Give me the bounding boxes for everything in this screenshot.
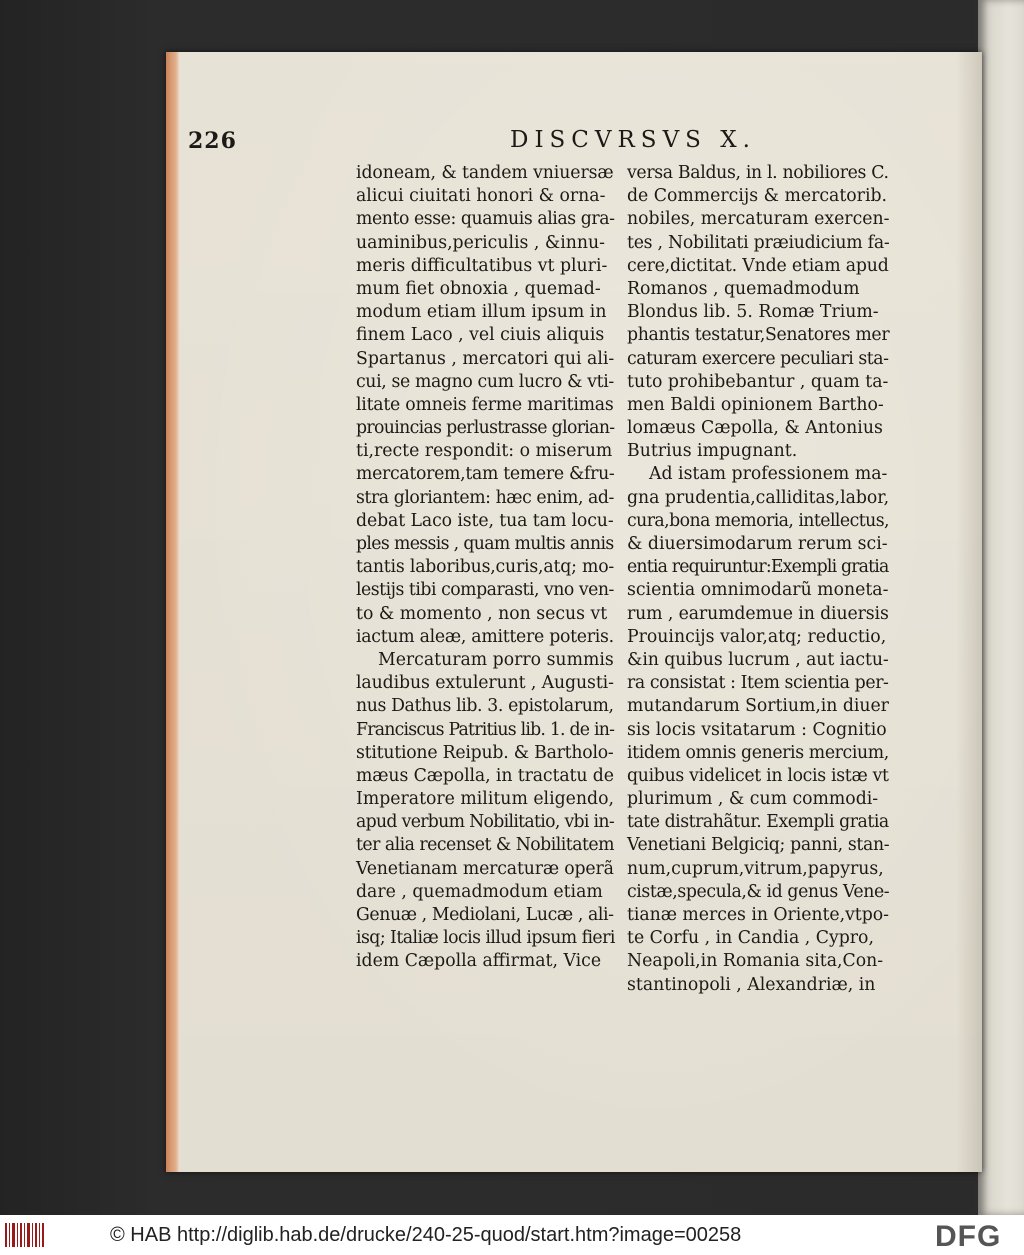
text-line: dare , quemadmodum etiam [356,881,603,902]
page-fore-edge [166,52,180,1172]
text-line: Venetiani Belgiciq; panni, stan- [627,835,890,856]
footer-bar [0,1215,1024,1255]
head-rule [180,158,920,159]
text-line: scientia omnimodarũ moneta- [627,580,889,601]
text-line: num,cuprum,vitrum,papyrus, [627,858,884,879]
text-line: de Commercijs & mercatorib. [627,186,888,207]
text-line: alicui ciuitati honori & orna- [356,186,606,207]
dfg-logo-text: DFG [935,1221,1002,1249]
text-line: Genuæ , Mediolani, Lucæ , ali- [356,905,614,925]
text-line: tianæ merces in Oriente,vtpo- [627,905,889,925]
text-line: Prouincijs valor,atq; reductio, [627,626,887,647]
text-line: finem Laco , vel ciuis aliquis [356,325,605,346]
text-line: cui, se magno cum lucro & vti- [356,371,614,392]
text-line: rum , earumdemue in diuersis [627,603,889,624]
text-line: men Baldi opinionem Bartho- [627,394,884,415]
text-column-right [627,162,889,997]
text-line: Blondus lib. 5. Romæ Trium- [627,302,879,323]
text-line: isq; Italiæ locis illud ipsum fieri [356,928,615,949]
text-line: meris difficultatibus vt pluri- [356,255,608,276]
text-line: gna prudentia,calliditas,labor, [627,487,890,508]
text-line: stantinopoli , Alexandriæ, in [627,974,876,995]
text-line: Venetianam mercaturæ operã [356,858,614,879]
text-line: idem Cæpolla affirmat, Vice [356,951,602,972]
text-line: tate distrahãtur. Exempli gratia [627,812,889,833]
text-line: Neapoli,in Romania sita,Con- [627,951,884,972]
text-line: iactum aleæ, amittere poteris. [356,626,614,647]
text-line: cistæ,specula,& id genus Vene- [627,881,890,902]
text-line: nus Dathus lib. 3. epistolarum, [356,696,614,717]
page-number: 226 [188,128,237,154]
running-title: DISCVRSVS X. [510,127,756,153]
text-line: Romanos , quemadmodum [627,278,860,299]
text-line: Spartanus , mercatori qui ali- [356,348,615,369]
text-line: ter alia recenset & Nobilitatem [356,835,614,856]
text-line: ti,recte respondit: o miserum [356,441,613,462]
text-line: mum fiet obnoxia , quemad- [356,278,601,299]
text-line: mæus Cæpolla, in tractatu de [356,765,614,786]
text-line: modum etiam illum ipsum in [356,302,607,323]
text-line: stitutione Reipub. & Bartholo- [356,742,614,763]
text-line: apud verbum Nobilitatio, vbi in- [356,812,614,833]
text-line: quibus videlicet in locis istæ vt [627,765,889,786]
text-line: Butrius impugnant. [627,441,798,462]
text-line: debat Laco iste, tua tam locu- [356,510,614,531]
text-line: laudibus extulerunt , Augusti- [356,673,614,694]
text-line: ples messis , quam multis annis [356,534,614,554]
text-line: mutandarum Sortium,in diuer [627,696,889,717]
text-line: Franciscus Patritius lib. 1. de in- [356,719,615,740]
text-line: &in quibus lucrum , aut iactu- [627,649,889,670]
footer-copyright-link[interactable]: © HAB http://diglib.hab.de/drucke/240-25-quod/start.htm?image=00258 [110,1224,742,1246]
text-line: caturam exercere peculiari sta- [627,348,889,369]
text-line: entia requiruntur:Exempli gratia [627,557,889,578]
text-line: to & momento , non secus vt [356,603,608,624]
running-head [180,126,900,160]
text-line: Imperatore militum eligendo, [356,789,614,810]
text-line: lomæus Cæpolla, & Antonius [627,418,883,439]
text-line: lestijs tibi comparasti, vno ven- [356,580,614,601]
text-line: mercatorem,tam temere &fru- [356,464,615,485]
text-line: tantis laboribus,curis,atq; mo- [356,557,615,578]
text-line: te Corfu , in Candia , Cypro, [627,928,874,949]
text-line: uaminibus,periculis , &innu- [356,232,605,253]
text-line: sis locis vsitatarum : Cognitio [627,719,887,740]
text-line: litate omneis ferme maritimas [356,394,614,415]
text-line: phantis testatur,Senatores mer [627,325,890,346]
text-line: idoneam, & tandem vniuersæ [356,163,614,183]
text-line: Mercaturam porro summis [378,649,614,670]
text-line: cere,dictitat. Vnde etiam apud [627,255,889,276]
text-line: stra gloriantem: hæc enim, ad- [356,487,614,508]
text-line: & diuersimodarum rerum sci- [627,534,888,554]
text-line: mento esse: quamuis alias gra- [356,209,615,230]
adjacent-page-edge [978,0,1024,1215]
page-gutter-shadow [956,52,982,1172]
text-line: plurimum , & cum commodi- [627,789,879,810]
text-line: itidem omnis generis mercium, [627,742,889,763]
text-line: cura,bona memoria, intellectus, [627,510,889,531]
text-line: ra consistat : Item scientia per- [627,673,889,694]
text-line: tuto prohibebantur , quam ta- [627,371,889,392]
dfg-logo [935,1221,1019,1249]
text-line: tes , Nobilitati præiudicium fa- [627,232,890,253]
hab-barcode-logo [4,1220,46,1250]
text-line: Ad istam professionem ma- [649,464,888,485]
text-line: prouincias perlustrasse glorian- [356,418,615,439]
text-line: nobiles, mercaturam exercen- [627,209,890,230]
text-line: versa Baldus, in l. nobiliores C. [627,163,889,183]
text-column-left [356,162,614,974]
